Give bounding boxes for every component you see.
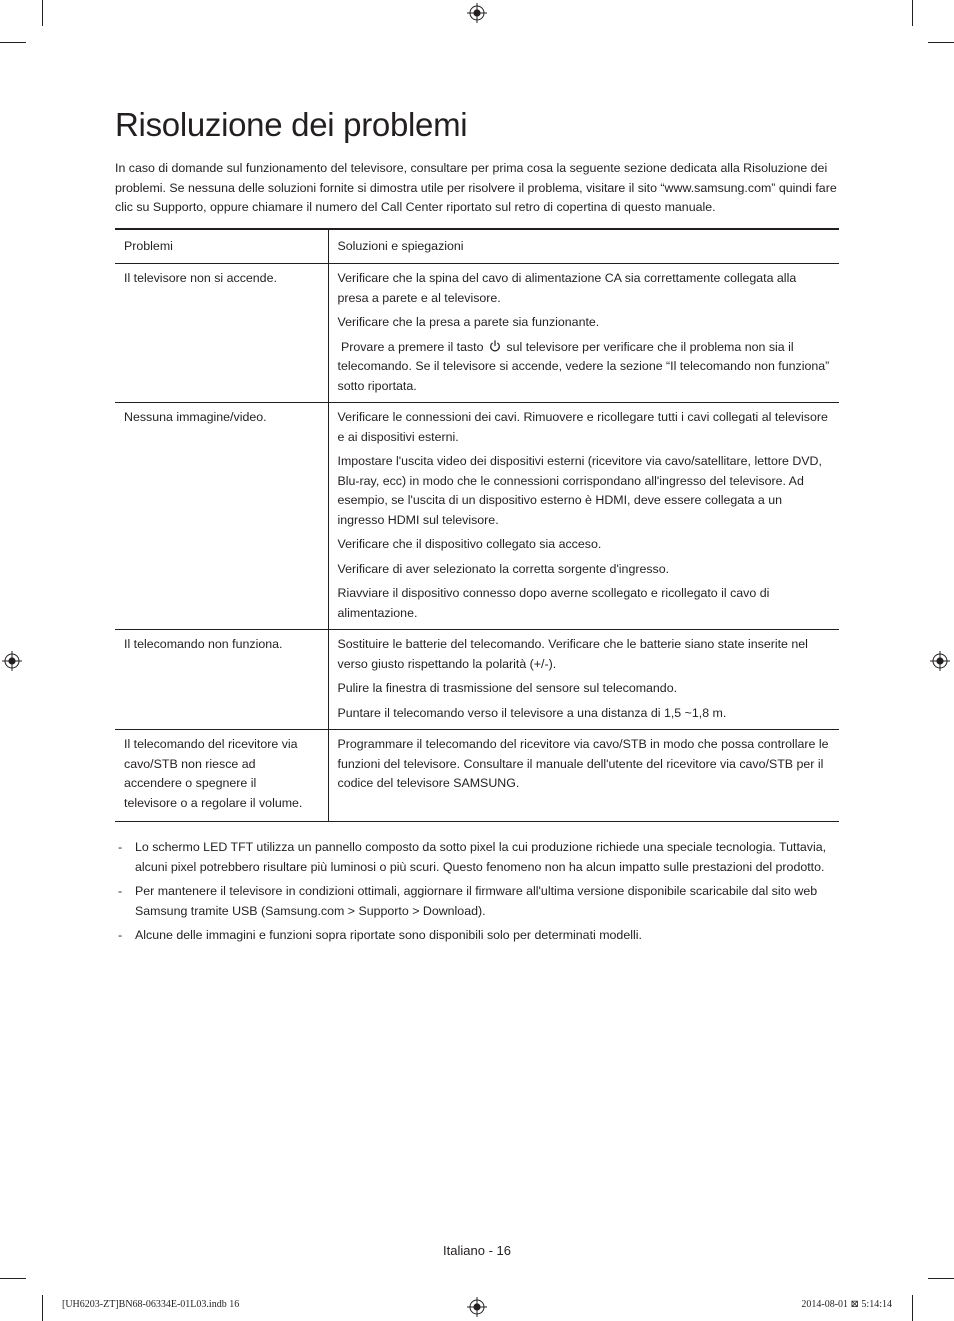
note-item	[115, 882, 839, 921]
print-slug-file: [UH6203-ZT]BN68-06334E-01L03.indb 16	[62, 1299, 240, 1310]
table-header-row	[115, 229, 839, 264]
solution-text	[338, 338, 831, 397]
solution-text: Verificare che la presa a parete sia funzionante.	[337, 315, 600, 329]
solutions-cell	[328, 403, 839, 630]
problem-cell: Nessuna immagine/video.	[115, 403, 328, 630]
crop-mark	[42, 0, 43, 26]
intro-paragraph: In caso di domande sul funzionamento del televisore, consultare per prima cosa la seguente sezione dedicata alla Risoluzione dei problemi. Se nessuna delle soluzioni fornite si dimostra utile per risolvere il problema, visitare il sito “www.samsung.com” quindi fare clic su Supporto, oppure chiamare il numero del Call Center riportato sul retro di copertina di questo manuale.	[115, 161, 837, 214]
header-problems: Problemi	[115, 229, 328, 264]
solution-text: Verificare che il dispositivo collegato sia acceso.	[337, 537, 602, 551]
crop-mark	[928, 1278, 954, 1279]
crop-mark	[912, 1295, 913, 1321]
note-text: Alcune delle immagini e funzioni sopra riportate sono disponibili solo per determinati modelli.	[135, 928, 642, 942]
solution-text: Sostituire le batterie del telecomando. Verificare che le batterie siano state inserite nel verso giusto rispettando la polarità (+/-).	[337, 637, 808, 671]
power-icon	[489, 339, 501, 351]
table-row	[115, 730, 839, 822]
registration-mark-icon	[467, 3, 487, 23]
problem-text: Il telecomando del ricevitore via cavo/STB non riesce ad accendere o spegnere il televisore o a regolare il volume.	[124, 737, 303, 810]
table-row	[115, 630, 839, 730]
solution-text: Impostare l'uscita video dei dispositivi esterni (ricevitore via cavo/satellitare, lettore DVD, Blu-ray, ecc) in modo che le connessioni corrispondano all'ingresso del televisore. Ad esempio, se l'uscita di un dispositivo esterno è HDMI, deve essere collegata a un ingresso HDMI sul televisore.	[337, 454, 822, 527]
solution-text-before: Provare a premere il tasto	[340, 339, 484, 354]
solutions-cell	[328, 264, 839, 403]
table-row	[115, 403, 839, 630]
solution-text: Pulire la finestra di trasmissione del sensore sul telecomando.	[337, 681, 678, 695]
crop-mark	[928, 42, 954, 43]
troubleshooting-table	[115, 228, 839, 822]
table-row	[115, 264, 839, 403]
note-text: Lo schermo LED TFT utilizza un pannello composto da sotto pixel la cui produzione richiede una speciale tecnologia. Tuttavia, alcuni pixel potrebbero risultare più luminosi o più scuri. Questo fenomeno non ha alcun impatto sulle prestazioni del prodotto.	[135, 840, 827, 874]
note-dash: -	[118, 928, 123, 942]
registration-mark-icon	[930, 651, 950, 671]
note-dash: -	[118, 884, 123, 898]
note-item	[115, 926, 839, 946]
solutions-cell	[328, 730, 839, 822]
crop-mark	[42, 1295, 43, 1321]
note-item	[115, 838, 839, 877]
note-dash: -	[118, 840, 123, 854]
registration-mark-icon	[467, 1297, 487, 1317]
problem-cell: Il telecomando non funziona.	[115, 630, 328, 730]
solution-text: Riavviare il dispositivo connesso dopo averne scollegato e ricollegato il cavo di alimentazione.	[337, 586, 770, 620]
page-title: Risoluzione dei problemi	[115, 106, 468, 143]
page-number: Italiano - 16	[443, 1243, 511, 1258]
solution-text: Verificare di aver selezionato la corretta sorgente d'ingresso.	[337, 561, 670, 576]
solution-text: Verificare che la spina del cavo di alimentazione CA sia correttamente collegata alla presa a parete e al televisore.	[337, 271, 797, 305]
solution-text: Puntare il telecomando verso il televisore a una distanza di 1,5 ~1,8 m.	[337, 705, 727, 720]
problem-cell	[115, 730, 328, 822]
solution-text-after: sul televisore per verificare che il problema non sia il telecomando. Se il televisore si accende, vedere la sezione “Il telecomando non funziona” sotto riportata.	[337, 339, 830, 393]
note-text: Per mantenere il televisore in condizioni ottimali, aggiornare il firmware all'ultima versione disponibile scaricabile dal sito web Samsung tramite USB (Samsung.com > Supporto > Download).	[135, 884, 818, 918]
header-solutions: Soluzioni e spiegazioni	[328, 229, 839, 264]
solution-text: Programmare il telecomando del ricevitore via cavo/STB in modo che possa controllare le funzioni del televisore. Consultare il manuale dell'utente del ricevitore via cavo/STB per il codice del televisore SAMSUNG.	[337, 737, 829, 790]
crop-mark	[0, 42, 26, 43]
crop-mark	[0, 1278, 26, 1279]
solution-text: Verificare le connessioni dei cavi. Rimuovere e ricollegare tutti i cavi collegati al televisore e ai dispositivi esterni.	[337, 410, 828, 444]
problem-cell: Il televisore non si accende.	[115, 264, 328, 403]
crop-mark	[912, 0, 913, 26]
solutions-cell	[328, 630, 839, 730]
print-slug-date: 2014-08-01 ⊠ 5:14:14	[801, 1299, 892, 1310]
registration-mark-icon	[2, 651, 22, 671]
notes-list	[115, 838, 839, 951]
